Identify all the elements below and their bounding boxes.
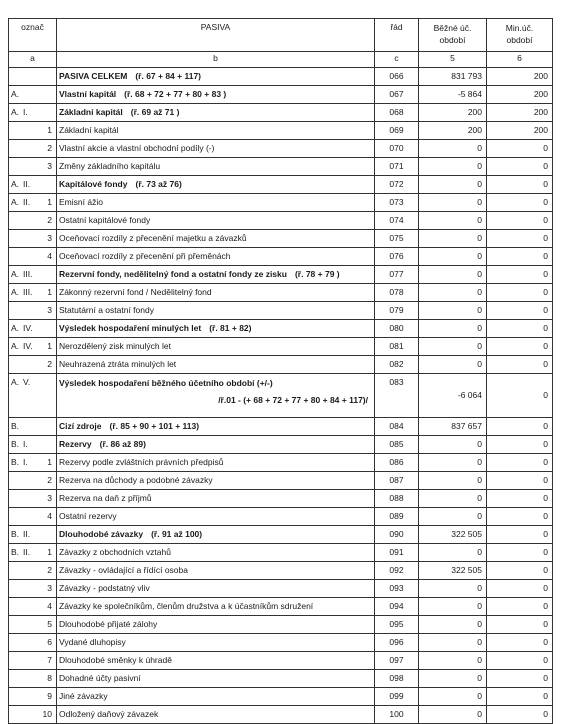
row-label: Rezerva na daň z příjmů [59,493,152,503]
row-previous-value: 0 [487,580,553,598]
row-name [57,230,375,248]
row-mark: 3 [9,158,57,176]
row-name [57,212,375,230]
row-mark: 2 [9,562,57,580]
balance-sheet-liabilities [8,18,552,724]
row-number: 094 [375,598,419,616]
row-current-value: 0 [419,140,487,158]
row-label: Statutární a ostatní fondy [59,305,154,315]
row-current-value: 837 657 [419,418,487,436]
row-label: Rezervy podle zvláštních právních předpisů [59,457,224,467]
row-name [57,616,375,634]
row-name [57,284,375,302]
row-number: 068 [375,104,419,122]
row-previous-value: 0 [487,248,553,266]
row-name [57,454,375,472]
row-name [57,634,375,652]
row-previous-value: 0 [487,194,553,212]
row-name [57,436,375,454]
row-current-value: -5 864 [419,86,487,104]
table-row [9,490,553,508]
row-mark: B. II. [9,526,57,544]
row-name [57,320,375,338]
row-name [57,706,375,724]
row-number: 100 [375,706,419,724]
row-previous-value: 0 [487,472,553,490]
table-row [9,472,553,490]
row-mark: A. IV. [9,320,57,338]
row-number: 075 [375,230,419,248]
row-name [57,140,375,158]
row-current-value: 0 [419,616,487,634]
table-row [9,248,553,266]
row-number: 079 [375,302,419,320]
row-current-value: 0 [419,580,487,598]
row-previous-value: 0 [487,526,553,544]
row-previous-value: 0 [487,544,553,562]
table-body-liabilities [9,418,553,724]
row-name [57,652,375,670]
row-current-value: 0 [419,490,487,508]
row-name [57,302,375,320]
row-number: 085 [375,436,419,454]
row-label: Dlouhodobé závazky [59,529,144,539]
row-current-value: 0 [419,158,487,176]
row-name [57,580,375,598]
row-mark: A. III. [9,266,57,284]
table-row [9,158,553,176]
table-row [9,122,553,140]
row-formula: (ř. 73 až 76) [135,179,182,189]
table-row [9,68,553,86]
row-previous-value: 0 [487,454,553,472]
row-previous-value: 0 [487,508,553,526]
table-row [9,544,553,562]
row-current-value: 0 [419,266,487,284]
table-row [9,634,553,652]
row-previous-value: 0 [487,706,553,724]
row-number: 067 [375,86,419,104]
table-row [9,86,553,104]
table-row [9,508,553,526]
table-row [9,104,553,122]
header-previous-period: Min.úč. období [487,19,553,52]
row-label: Rezerva na důchody a podobné závazky [59,475,213,485]
row-previous-value: 0 [487,418,553,436]
row-number: 080 [375,320,419,338]
row-name [57,194,375,212]
row-current-value: 0 [419,302,487,320]
table-row [9,320,553,338]
row-label: Zákonný rezervní fond / Nedělitelný fond [59,287,212,297]
row-mark: B. [9,418,57,436]
row-label: Jiné závazky [59,691,108,701]
row-mark: 2 [9,212,57,230]
row-number: 083 [375,374,419,418]
row-mark: 3 [9,302,57,320]
row-label: Závazky ke společníkům, členům družstva a k účastníkům sdružení [59,601,314,611]
row-mark: 3 [9,490,57,508]
row-number: 073 [375,194,419,212]
row-mark: 4 [9,598,57,616]
row-name [57,418,375,436]
row-previous-value: 0 [487,688,553,706]
row-mark: 4 [9,248,57,266]
row-mark: 3 [9,580,57,598]
row-number: 092 [375,562,419,580]
row-current-value: 0 [419,436,487,454]
table-row [9,706,553,724]
row-current-value: 0 [419,230,487,248]
row-formula: (ř. 85 + 90 + 101 + 113) [109,421,200,431]
row-number: 074 [375,212,419,230]
row-mark: 5 [9,616,57,634]
row-label: Emisní ážio [59,197,103,207]
table-header-row [9,19,553,52]
row-label: Neuhrazená ztráta minulých let [59,359,177,369]
table-row [9,212,553,230]
liabilities-table [8,18,553,724]
row-current-value: 0 [419,670,487,688]
row-mark: A. [9,86,57,104]
row-number: 095 [375,616,419,634]
row-mark: A. II. 1 [9,194,57,212]
row-label: Výsledek hospodaření minulých let [59,323,202,333]
row-label: Závazky z obchodních vztahů [59,547,171,557]
row-name [57,472,375,490]
row-previous-value: 0 [487,374,553,418]
row-mark: A. IV. 1 [9,338,57,356]
row-current-value: 0 [419,284,487,302]
row-label: Rezervy [59,439,92,449]
row-number: 088 [375,490,419,508]
row-label: Dlouhodobé směnky k úhradě [59,655,172,665]
row-current-value: 0 [419,356,487,374]
row-number: 086 [375,454,419,472]
row-previous-value: 200 [487,104,553,122]
row-number: 084 [375,418,419,436]
row-current-value: 0 [419,706,487,724]
row-current-value: 322 505 [419,562,487,580]
row-current-value: 0 [419,212,487,230]
row-current-value: 0 [419,338,487,356]
row-previous-value: 0 [487,302,553,320]
header-previous-sub: 6 [487,52,553,68]
row-label: Dlouhodobé přijaté zálohy [59,619,158,629]
row-name [57,598,375,616]
row-name: Výsledek hospodaření běžného účetního období (+/-) /ř.01 - (+ 68 + 72 + 77 + 80 + 84 + 117)/ [57,374,375,418]
row-label: Oceňovací rozdíly z přecenění majetku a závazků [59,233,247,243]
row-number: 090 [375,526,419,544]
header-mark: označ [9,19,57,52]
row-mark: A. II. [9,176,57,194]
row-number: 091 [375,544,419,562]
row-label: Vlastní akcie a vlastní obchodní podíly (-) [59,143,215,153]
row-previous-value: 0 [487,284,553,302]
header-row-sub: c [375,52,419,68]
row-current-value: 0 [419,544,487,562]
row-mark: 2 [9,140,57,158]
row-label: Rezervní fondy, nedělitelný fond a ostatní fondy ze zisku [59,269,287,279]
row-name [57,526,375,544]
row-name [57,688,375,706]
row-current-value: 831 793 [419,68,487,86]
row-current-value: 0 [419,634,487,652]
row-name [57,176,375,194]
row-formula: (ř. 68 + 72 + 77 + 80 + 83 ) [124,89,227,99]
row-mark: 2 [9,472,57,490]
row-number: 082 [375,356,419,374]
row-mark [9,68,57,86]
row-number: 087 [375,472,419,490]
table-row [9,454,553,472]
row-formula: (ř. 67 + 84 + 117) [135,71,202,81]
row-previous-value: 0 [487,490,553,508]
table-row [9,284,553,302]
row-number: 078 [375,284,419,302]
row-mark: B. I. [9,436,57,454]
table-row [9,616,553,634]
table-row [9,562,553,580]
table-row [9,598,553,616]
row-label: Oceňovací rozdíly z přecenění při přeměnách [59,251,231,261]
row-current-value: 0 [419,248,487,266]
row-previous-value: 0 [487,634,553,652]
row-label: Vlastní kapitál [59,89,117,99]
row-mark: 2 [9,356,57,374]
row-label: Vydané dluhopisy [59,637,126,647]
row-current-value: 0 [419,194,487,212]
table-header-subrow [9,52,553,68]
row-mark: A. V. [9,374,57,418]
header-name: PASIVA [57,19,375,52]
row-previous-value: 0 [487,140,553,158]
row-current-value: 0 [419,472,487,490]
row-label: Změny základního kapitálu [59,161,161,171]
row-label: Závazky - podstatný vliv [59,583,150,593]
row-name [57,266,375,284]
row-mark: 8 [9,670,57,688]
row-current-value: 0 [419,688,487,706]
row-number: 070 [375,140,419,158]
row-previous-value: 200 [487,86,553,104]
table-row [9,418,553,436]
row-formula: (ř. 91 až 100) [151,529,203,539]
table-row [9,374,553,418]
row-name [57,338,375,356]
header-current-sub: 5 [419,52,487,68]
row-previous-value: 0 [487,436,553,454]
row-name [57,356,375,374]
table-body-equity [9,68,553,374]
row-mark: B. I. 1 [9,454,57,472]
row-previous-value: 0 [487,670,553,688]
row-name [57,490,375,508]
row-number: 071 [375,158,419,176]
row-number: 098 [375,670,419,688]
row-current-value: 0 [419,652,487,670]
row-label: Kapitálové fondy [59,179,128,189]
table-row [9,266,553,284]
row-mark: 3 [9,230,57,248]
row-previous-value: 0 [487,212,553,230]
row-current-value: 0 [419,176,487,194]
row-name [57,68,375,86]
row-name [57,670,375,688]
row-name [57,562,375,580]
row-previous-value: 200 [487,68,553,86]
row-previous-value: 0 [487,158,553,176]
row-label: Základní kapitál [59,107,123,117]
row-label: Základní kapitál [59,125,119,135]
row-mark: 7 [9,652,57,670]
table-row [9,338,553,356]
row-label: Ostatní kapitálové fondy [59,215,151,225]
table-row [9,194,553,212]
header-name-sub: b [57,52,375,68]
row-number: 099 [375,688,419,706]
row-name [57,508,375,526]
row-previous-value: 200 [487,122,553,140]
row-current-value: 322 505 [419,526,487,544]
row-previous-value: 0 [487,598,553,616]
row-mark: B. II. 1 [9,544,57,562]
row-number: 076 [375,248,419,266]
row-previous-value: 0 [487,338,553,356]
row-current-value: 0 [419,454,487,472]
row-number: 066 [375,68,419,86]
row-current-value: 0 [419,508,487,526]
row-previous-value: 0 [487,320,553,338]
table-row [9,526,553,544]
row-previous-value: 0 [487,266,553,284]
table-row [9,140,553,158]
row-number: 093 [375,580,419,598]
header-mark-sub: a [9,52,57,68]
row-previous-value: 0 [487,176,553,194]
header-current-period: Běžné úč. období [419,19,487,52]
row-name [57,158,375,176]
table-row [9,230,553,248]
row-current-value: 200 [419,104,487,122]
row-current-value: -6 064 [419,374,487,418]
table-row [9,580,553,598]
row-label: Odložený daňový závazek [59,709,159,719]
header-row-number: řád [375,19,419,52]
row-mark: 4 [9,508,57,526]
row-previous-value: 0 [487,562,553,580]
row-formula: (ř. 81 + 82) [209,323,252,333]
row-mark: 6 [9,634,57,652]
row-label: PASIVA CELKEM [59,71,128,81]
row-current-value: 0 [419,598,487,616]
row-previous-value: 0 [487,356,553,374]
row-label: Závazky - ovládající a řídící osoba [59,565,188,575]
row-current-value: 200 [419,122,487,140]
row-current-value: 0 [419,320,487,338]
row-mark: 1 [9,122,57,140]
row-formula: (ř. 86 až 89) [99,439,146,449]
row-number: 096 [375,634,419,652]
row-previous-value: 0 [487,230,553,248]
row-mark: 10 [9,706,57,724]
row-name [57,544,375,562]
table-row [9,436,553,454]
row-label: Cizí zdroje [59,421,102,431]
table-body-result [9,374,553,418]
row-mark: A. I. [9,104,57,122]
row-previous-value: 0 [487,652,553,670]
row-number: 097 [375,652,419,670]
row-number: 089 [375,508,419,526]
row-label: Dohadné účty pasivní [59,673,141,683]
row-name [57,248,375,266]
table-row [9,176,553,194]
row-formula: (ř. 69 až 71 ) [130,107,180,117]
row-mark: A. III. 1 [9,284,57,302]
row-name [57,86,375,104]
row-previous-value: 0 [487,616,553,634]
row-name [57,122,375,140]
table-row [9,652,553,670]
table-row [9,356,553,374]
row-number: 072 [375,176,419,194]
row-formula: (ř. 78 + 79 ) [294,269,340,279]
row-mark: 9 [9,688,57,706]
row-label: Nerozdělený zisk minulých let [59,341,171,351]
table-row [9,302,553,320]
table-row [9,688,553,706]
row-number: 069 [375,122,419,140]
row-label: Ostatní rezervy [59,511,117,521]
row-name [57,104,375,122]
table-row [9,670,553,688]
row-number: 081 [375,338,419,356]
row-number: 077 [375,266,419,284]
